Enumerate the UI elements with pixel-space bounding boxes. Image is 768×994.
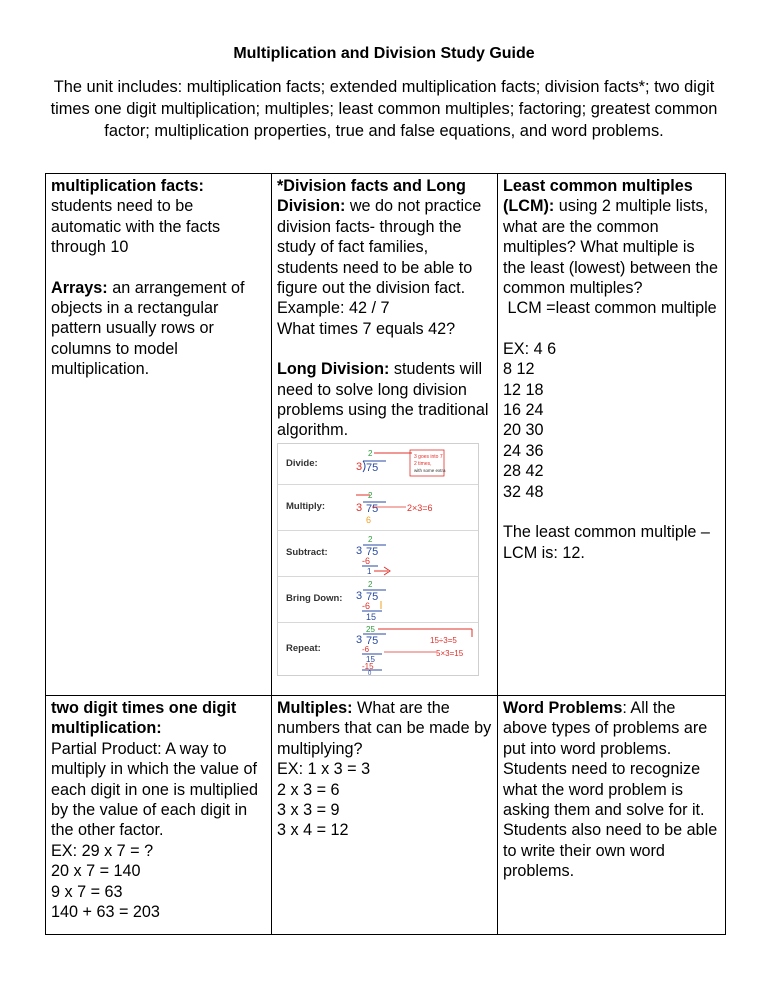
svg-text:5×3=15: 5×3=15 xyxy=(436,648,464,658)
long-division-paragraph xyxy=(277,359,493,441)
svg-text:0: 0 xyxy=(368,670,372,675)
list-item: EX: 4 6 xyxy=(503,339,557,358)
study-guide-table xyxy=(45,173,726,935)
svg-text:25: 25 xyxy=(366,624,375,634)
cell-text: Partial Product: A way to multiply in which the value of each digit in one is multiplied by the value of each digit in the other factor. xyxy=(51,739,263,840)
lcm-conclusion: The least common multiple – LCM is: 12. xyxy=(503,523,715,562)
svg-text:15÷3=5: 15÷3=5 xyxy=(430,635,457,645)
list-item: 20 x 7 = 140 xyxy=(51,862,141,881)
svg-text:2: 2 xyxy=(368,579,373,589)
cell-heading: Word Problems xyxy=(503,699,623,717)
intro-paragraph: The unit includes: multiplication facts; extended multiplication facts; division facts*; two digit times one digit multiplication; multiples; least common multiples; factoring; greatest common factor; multiplication properties, true and false equations, and word problems. xyxy=(50,78,718,140)
list-item: EX: 29 x 7 = ? xyxy=(51,841,154,860)
cell-heading: *Division facts and Long Division: xyxy=(277,177,471,216)
cell-word-problems xyxy=(498,696,726,935)
svg-text:75: 75 xyxy=(366,634,379,647)
svg-text:-15: -15 xyxy=(362,661,374,671)
list-item: 9 x 7 = 63 xyxy=(51,882,123,901)
svg-text:-6: -6 xyxy=(362,555,371,566)
svg-text:15: 15 xyxy=(366,654,375,664)
svg-text:3: 3 xyxy=(356,460,363,473)
multiples-paragraph xyxy=(277,698,496,759)
subtract-step-icon xyxy=(352,531,476,576)
list-item: 2 x 3 = 6 xyxy=(277,780,340,799)
svg-text:3: 3 xyxy=(356,501,363,514)
svg-text:2: 2 xyxy=(368,534,373,544)
svg-text:75: 75 xyxy=(366,502,379,515)
lcm-definition: LCM =least common multiple xyxy=(503,299,717,318)
bring-down-step-icon xyxy=(352,577,476,622)
page-title: Multiplication and Division Study Guide xyxy=(233,45,535,62)
multiply-step-icon xyxy=(352,485,476,530)
cell-two-digit-multiplication xyxy=(46,696,272,935)
cell-lcm xyxy=(498,174,726,696)
long-division-steps-figure xyxy=(277,443,479,676)
svg-text:75: 75 xyxy=(366,590,379,603)
svg-text:1: 1 xyxy=(367,566,372,576)
cell-multiplication-facts xyxy=(46,174,272,696)
step-repeat xyxy=(278,622,478,675)
cell-heading: two digit times one digit multiplication: xyxy=(51,699,241,738)
step-label: Multiply: xyxy=(286,501,326,513)
step-subtract xyxy=(278,530,478,576)
svg-text:3 goes into 7: 3 goes into 7 xyxy=(414,453,443,460)
svg-text:3: 3 xyxy=(356,589,363,602)
word-problems-paragraph xyxy=(503,698,721,882)
svg-text:75: 75 xyxy=(366,545,379,558)
cell-heading: Long Division: xyxy=(277,360,390,379)
svg-text:-6: -6 xyxy=(362,644,370,654)
step-label: Subtract: xyxy=(286,547,328,559)
cell-text: we do not practice division facts- through the study of fact families, students need to be able to figure out the division fact. xyxy=(277,197,486,298)
step-multiply xyxy=(278,484,478,530)
cell-heading: Arrays: xyxy=(51,278,108,297)
svg-text:-6: -6 xyxy=(362,600,371,611)
list-item: 12 18 xyxy=(503,380,544,399)
list-item: 8 12 xyxy=(503,360,535,379)
step-bring-down xyxy=(278,576,478,622)
svg-text:3: 3 xyxy=(356,544,363,557)
svg-text:6: 6 xyxy=(366,514,372,525)
cell-text: using 2 multiple lists, what are the common multiples? What multiple is the least (lowest) between the common multiples? xyxy=(503,197,723,298)
lcm-paragraph xyxy=(503,176,721,298)
cell-text: students will need to solve long division problems using the traditional algorithm. xyxy=(277,360,493,440)
cell-heading: Least common multiples (LCM): xyxy=(503,177,698,216)
list-item: 3 x 4 = 12 xyxy=(277,821,349,840)
cell-heading: multiplication facts: xyxy=(51,177,204,195)
svg-text:3: 3 xyxy=(356,633,363,646)
division-paragraph xyxy=(277,176,493,298)
step-label: Repeat: xyxy=(286,642,321,654)
list-item: 3 x 3 = 9 xyxy=(277,801,340,820)
division-example: Example: 42 / 7 xyxy=(277,299,390,318)
list-item: 32 48 xyxy=(503,482,544,501)
svg-text:75: 75 xyxy=(366,461,379,474)
table-row xyxy=(46,696,726,935)
cell-text: students need to be automatic with the facts through 10 xyxy=(51,197,225,257)
division-question: What times 7 equals 42? xyxy=(277,319,456,338)
list-item: EX: 1 x 3 = 3 xyxy=(277,760,371,779)
divide-step-icon xyxy=(352,444,476,484)
list-item: 24 36 xyxy=(503,441,544,460)
list-item: 16 24 xyxy=(503,401,544,420)
cell-multiples xyxy=(272,696,498,935)
cell-division xyxy=(272,174,498,696)
list-item: 28 42 xyxy=(503,462,544,481)
list-item: 20 30 xyxy=(503,421,544,440)
cell-text: : All the above types of problems are put into word problems. Students need to recognize what the word problem is asking them and solve for it. Students also need to be able to write their own word problems. xyxy=(503,699,722,881)
svg-text:with some extra: with some extra xyxy=(414,467,446,473)
step-label: Divide: xyxy=(286,457,318,469)
svg-text:2: 2 xyxy=(368,490,373,500)
table-row xyxy=(46,174,726,696)
arrays-paragraph xyxy=(51,278,267,380)
repeat-step-icon xyxy=(352,623,476,675)
step-divide xyxy=(278,444,478,484)
cell-text: an arrangement of objects in a rectangular pattern usually rows or columns to model multiplication. xyxy=(51,278,249,379)
list-item: 140 + 63 = 203 xyxy=(51,903,160,922)
svg-text:15: 15 xyxy=(366,611,377,622)
svg-text:2 times,: 2 times, xyxy=(414,460,432,467)
cell-heading: Multiples: xyxy=(277,699,353,717)
svg-text:2×3=6: 2×3=6 xyxy=(407,502,433,513)
cell-text: What are the numbers that can be made by multiplying? xyxy=(277,699,496,758)
svg-text:2: 2 xyxy=(368,448,373,458)
step-label: Bring Down: xyxy=(286,593,343,605)
